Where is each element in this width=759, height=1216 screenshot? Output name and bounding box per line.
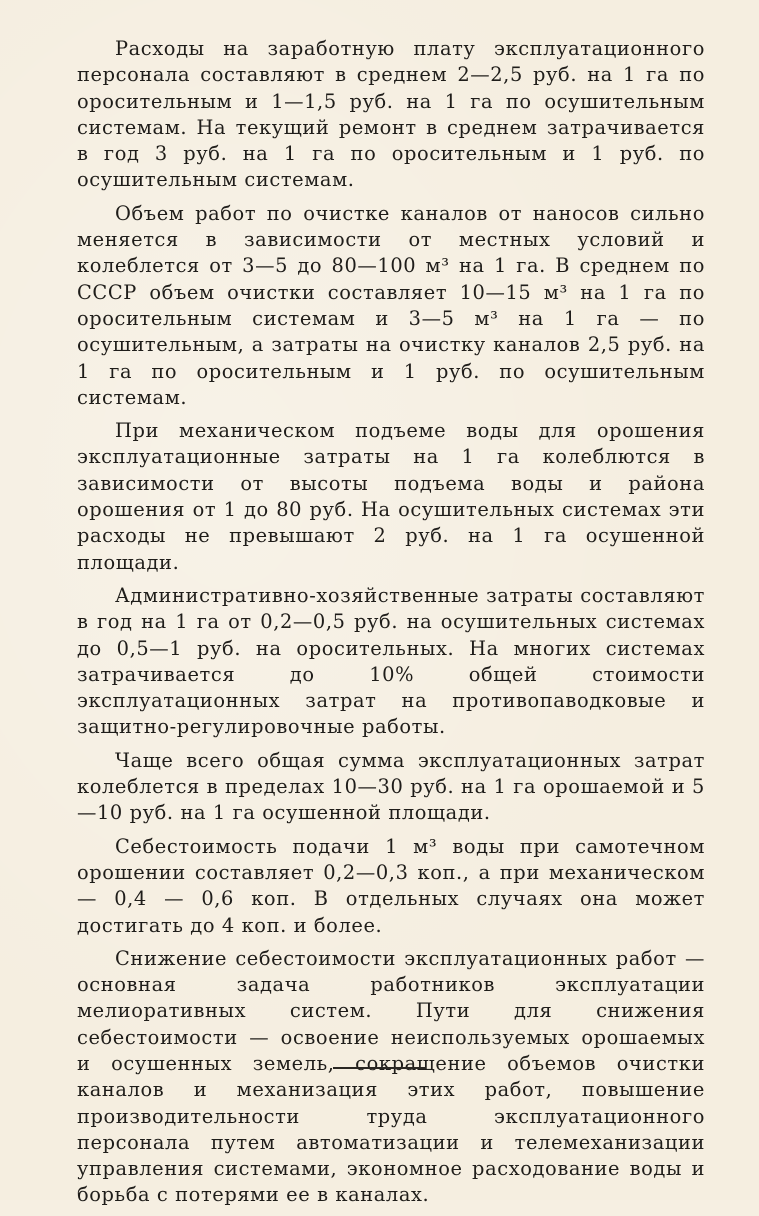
section-end-rule <box>333 1067 426 1069</box>
paragraph-cost-reduction: Снижение себестоимости эксплуатационных работ — основная задача работников эксплуатации мелиоративных систем. Пути для снижения себестоимости — освоение неиспользуемых орошаемых и осушенных земель, сокращение объемов очистки каналов и механизация этих работ, повышение производительности труда эксплуатационного персонала путем автоматизации и телемеханизации управления системами, экономное расходование воды и борьба с потерями ее в каналах. <box>77 946 705 1207</box>
paragraph-mechanical-lifting: При механическом подъеме воды для орошения эксплуатационные затраты на 1 га колеблются в зависимости от высоты подъема воды и района орошения от 1 до 80 руб. На осушительных системах эти расходы не превышают 2 руб. на 1 га осушенной площади. <box>77 419 705 574</box>
paragraph-total-costs: Чаще всего общая сумма эксплуатационных затрат колеблется в пределах 10—30 руб. на 1 га орошаемой и 5—10 руб. на 1 га осушенной площади. <box>77 748 705 825</box>
paragraph-wages-and-repair: Расходы на заработную плату эксплуатационного персонала составляют в среднем 2—2,5 руб. на 1 га по оросительным и 1—1,5 руб. на 1 га по осушительным системам. На текущий ремонт в среднем затрачивается в год 3 руб. на 1 га по оросительным и 1 руб. по осушительным системам. <box>77 37 705 192</box>
paragraph-administrative-costs: Административно-хозяйственные затраты составляют в год на 1 га от 0,2—0,5 руб. на осушительных системах до 0,5—1 руб. на оросительных. На многих системах затрачивается до 10% общей стоимости эксплуатационных затрат на противопаводковые и защитно-регулировочные работы. <box>77 583 705 739</box>
paragraph-canal-cleaning: Объем работ по очистке каналов от наносов сильно меняется в зависимости от местных условий и колеблется от 3—5 до 80—100 м³ на 1 га. В среднем по СССР объем очистки составляет 10—15 м³ на 1 га по оросительным системам и 3—5 м³ на 1 га — по осушительным, а затраты на очистку каналов 2,5 руб. на 1 га по оросительным и 1 руб. по осушительным системам. <box>77 201 705 409</box>
body-text <box>77 36 705 1216</box>
paragraph-water-cost: Себестоимость подачи 1 м³ воды при самотечном орошении составляет 0,2—0,3 коп., а при механическом — 0,4 — 0,6 коп. В отдельных случаях она может достигать до 4 коп. и более. <box>77 834 705 937</box>
